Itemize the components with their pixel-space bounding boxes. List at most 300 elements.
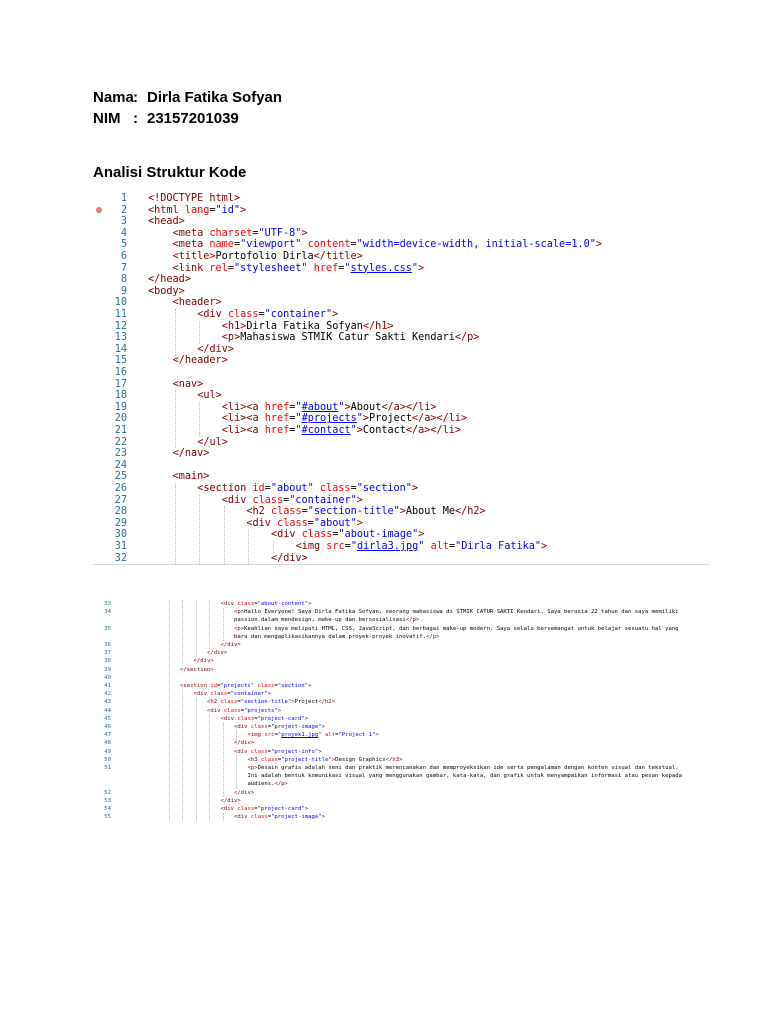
- code-line: [93, 228, 709, 240]
- code-text: [248, 764, 679, 772]
- code-text: [248, 756, 403, 764]
- indent-guide: [175, 309, 176, 355]
- line-number: 55: [104, 814, 111, 821]
- code-token: </a></li>: [381, 401, 437, 413]
- code-token: Dirla Fatika Sofyan: [246, 320, 363, 332]
- code-token: class: [210, 691, 228, 698]
- code-token: ": [295, 425, 302, 436]
- code-token: =: [237, 699, 241, 706]
- code-token: =: [338, 262, 345, 274]
- code-token: proyek1.jpg: [281, 732, 319, 739]
- code-token: >: [356, 425, 363, 436]
- code-token: =: [252, 227, 259, 239]
- code-token: ": [418, 541, 425, 552]
- code-token: "section": [356, 483, 412, 494]
- code-text: [173, 251, 363, 263]
- line-number: 51: [104, 765, 111, 771]
- line-number: 50: [104, 756, 111, 763]
- code-line: [93, 483, 709, 495]
- code-text: [234, 739, 254, 747]
- code-token: <nav>: [172, 378, 204, 390]
- code-text: [197, 483, 418, 495]
- code-token: <title>: [172, 251, 216, 262]
- code-token: dirla3.jpg: [356, 541, 419, 552]
- line-number: 20: [114, 413, 127, 425]
- line-number: 35: [104, 625, 111, 632]
- code-token: Desain grafis adalah seni dan praktik merencanakan dan memproyeksikan ide serta pengalaman dengan konten visual dan tekstual.: [257, 765, 679, 771]
- code-token: =: [289, 425, 296, 436]
- code-text: [194, 657, 214, 665]
- code-line: [93, 682, 709, 690]
- code-token: ": [318, 732, 322, 739]
- code-token: =: [267, 748, 272, 755]
- code-token: Mahasiswa STMIK Catur Sakti Kendari: [240, 332, 455, 344]
- code-line: [93, 748, 709, 756]
- line-number: 21: [114, 425, 127, 436]
- code-text: [221, 805, 309, 813]
- code-line: [93, 600, 709, 608]
- code-line: [93, 495, 709, 507]
- code-line: [93, 698, 709, 706]
- code-token: =: [350, 239, 357, 251]
- code-token: </a></li>: [411, 413, 468, 425]
- line-number: 42: [104, 691, 111, 698]
- code-token: <div: [207, 707, 224, 714]
- code-text: [197, 344, 234, 356]
- code-token: <div: [234, 724, 251, 730]
- code-token: <header>: [172, 297, 222, 309]
- code-token: </div>: [234, 740, 255, 747]
- code-token: </ul>: [197, 436, 228, 448]
- code-token: ": [277, 732, 282, 739]
- indent-guide: [236, 756, 237, 789]
- code-token: </p>: [425, 633, 440, 640]
- code-line: [93, 460, 709, 472]
- code-token: =: [227, 691, 231, 698]
- code-token: >: [399, 506, 406, 518]
- indent-guide: [209, 600, 210, 649]
- code-token: =: [217, 683, 221, 689]
- code-text: [197, 437, 228, 449]
- code-token: ": [411, 262, 418, 274]
- code-text: [221, 797, 241, 805]
- code-token: >: [418, 262, 425, 274]
- line-number: 27: [114, 494, 127, 506]
- code-token: </h2>: [454, 506, 486, 518]
- code-token: ": [295, 413, 302, 425]
- line-number: 10: [114, 297, 127, 309]
- code-token: =: [283, 494, 290, 506]
- code-text: [180, 682, 311, 690]
- name-separator: :: [133, 89, 138, 106]
- code-token: >: [267, 691, 271, 698]
- line-number: 40: [104, 674, 111, 681]
- indent-guide: [199, 321, 200, 344]
- code-token: >: [356, 517, 363, 529]
- code-token: Portofolio Dirla: [215, 251, 314, 262]
- code-token: name: [209, 239, 234, 251]
- line-number: 49: [104, 748, 111, 755]
- code-token: =: [240, 707, 245, 714]
- nim-separator: :: [133, 110, 138, 127]
- code-token: href: [264, 425, 290, 436]
- line-number: 12: [114, 320, 127, 332]
- code-line: [93, 205, 709, 217]
- code-line: [93, 448, 709, 460]
- indent-guide: [182, 690, 183, 821]
- nim-label: NIM: [93, 110, 121, 127]
- code-line: [93, 616, 709, 624]
- code-token: ": [338, 401, 345, 413]
- code-token: class: [313, 483, 351, 494]
- code-token: "container": [289, 494, 357, 506]
- code-token: =: [344, 541, 351, 552]
- code-token: </h2>: [318, 699, 336, 706]
- code-line: [93, 297, 709, 309]
- code-token: "about": [270, 483, 314, 494]
- line-number: 45: [104, 715, 111, 722]
- code-token: class: [237, 806, 255, 812]
- line-number: 54: [104, 806, 111, 812]
- code-line: [93, 332, 709, 344]
- indent-guide: [169, 600, 170, 821]
- code-text: [234, 633, 439, 641]
- code-token: >: [240, 204, 247, 216]
- code-text: [234, 625, 679, 633]
- code-token: About: [350, 401, 382, 413]
- line-number: 14: [114, 343, 127, 355]
- line-number: 47: [104, 732, 111, 739]
- code-token: "project-image": [271, 814, 322, 821]
- code-token: id: [210, 683, 218, 689]
- code-token: #about: [301, 401, 339, 413]
- code-token: </title>: [313, 251, 363, 262]
- code-line: [93, 263, 709, 275]
- code-line: [93, 813, 709, 821]
- code-token: >: [595, 239, 602, 251]
- code-text: [148, 216, 185, 228]
- student-nim-row: [93, 108, 282, 129]
- line-number: 52: [104, 789, 111, 796]
- code-text: [248, 731, 379, 739]
- code-token: "container": [230, 691, 268, 698]
- code-line: [93, 239, 709, 251]
- line-number: 24: [114, 459, 127, 471]
- line-number: 36: [104, 642, 111, 648]
- code-token: class: [270, 506, 302, 518]
- code-line: [93, 780, 709, 788]
- code-token: >: [541, 541, 548, 552]
- line-number: 32: [114, 552, 127, 564]
- code-token: >: [331, 756, 336, 763]
- code-token: <meta: [172, 227, 210, 239]
- code-token: ": [356, 413, 363, 425]
- line-number: 37: [104, 650, 111, 657]
- code-line: [93, 690, 709, 698]
- code-token: <li><a: [221, 425, 265, 436]
- code-token: class: [250, 724, 268, 730]
- code-line: [93, 633, 709, 641]
- code-line: [93, 506, 709, 518]
- code-token: <div: [193, 691, 211, 698]
- code-token: class: [260, 756, 278, 763]
- code-token: =: [274, 732, 278, 739]
- code-token: =: [332, 529, 339, 541]
- code-token: >: [308, 683, 312, 689]
- code-text: [173, 228, 308, 240]
- code-text: [221, 641, 241, 649]
- code-text: [197, 309, 338, 321]
- indent-guide: [199, 495, 200, 565]
- line-number: 5: [120, 239, 127, 251]
- code-token: =: [267, 814, 272, 821]
- nim-value: 23157201039: [147, 110, 239, 127]
- code-token: >: [356, 494, 363, 506]
- code-text: [173, 263, 425, 275]
- code-token: <li><a: [221, 401, 265, 413]
- code-line: [93, 355, 709, 367]
- code-token: </section>: [180, 666, 214, 673]
- code-token: #contact: [301, 425, 351, 436]
- code-token: "id": [215, 204, 241, 216]
- code-text: [222, 495, 363, 507]
- code-token: </div>: [193, 658, 214, 665]
- code-line: [93, 657, 709, 665]
- code-token: </head>: [148, 274, 191, 286]
- code-text: [221, 600, 312, 608]
- code-token: <head>: [148, 216, 185, 228]
- code-token: <div: [220, 715, 238, 722]
- indent-guide: [196, 698, 197, 821]
- code-line: [93, 772, 709, 780]
- indent-guide: [223, 813, 224, 821]
- code-token: "project-card": [257, 806, 305, 812]
- code-line: [93, 666, 709, 674]
- code-token: "section-title": [240, 699, 292, 706]
- code-token: class: [227, 309, 259, 320]
- code-line: [93, 425, 709, 437]
- code-line: [93, 625, 709, 633]
- indent-guide: [209, 715, 210, 822]
- code-token: </nav>: [172, 448, 210, 460]
- code-line: [93, 216, 709, 228]
- code-line: [93, 707, 709, 715]
- code-line: [93, 756, 709, 764]
- code-token: </div>: [220, 797, 241, 804]
- line-number: 48: [104, 740, 111, 747]
- code-token: "project-title": [281, 756, 332, 763]
- code-token: "Project 1": [338, 732, 376, 739]
- code-token: class: [220, 699, 238, 706]
- code-text: [173, 471, 210, 483]
- code-text: [234, 813, 325, 821]
- code-token: href: [264, 413, 290, 425]
- code-token: Project: [369, 413, 412, 425]
- code-text: [296, 541, 548, 553]
- code-token: <p>: [247, 765, 258, 771]
- code-token: "projects": [244, 707, 278, 714]
- line-number: 4: [120, 227, 127, 239]
- code-token: href: [264, 401, 290, 413]
- line-number: 26: [114, 483, 127, 494]
- code-text: [271, 553, 308, 565]
- line-number: 7: [120, 262, 127, 274]
- code-token: <link: [172, 262, 210, 274]
- code-token: >: [301, 227, 308, 239]
- code-text: [246, 518, 363, 530]
- indent-guide: [273, 541, 274, 553]
- indent-guide: [236, 731, 237, 739]
- code-token: <li><a: [221, 413, 265, 425]
- line-number: 17: [114, 378, 127, 390]
- code-token: =: [264, 483, 271, 494]
- code-token: >: [375, 732, 379, 739]
- code-token: </p>: [454, 332, 480, 344]
- code-token: =: [335, 732, 339, 739]
- code-token: <!DOCTYPE html>: [148, 193, 241, 204]
- code-token: =: [289, 401, 296, 413]
- code-token: id: [252, 483, 265, 494]
- code-token: class: [277, 517, 308, 529]
- code-token: rel: [209, 262, 228, 274]
- code-token: ": [350, 425, 357, 436]
- code-token: "stylesheet": [233, 262, 308, 274]
- code-token: passion dalam mendesign, make-up dan bersosialisasi: [234, 617, 406, 624]
- code-token: src: [326, 541, 345, 552]
- code-token: content: [301, 239, 351, 251]
- code-line: [93, 529, 709, 541]
- code-token: ": [295, 401, 302, 413]
- code-text: [197, 390, 222, 402]
- code-token: </div>: [220, 642, 241, 648]
- line-number: 11: [114, 309, 127, 320]
- code-token: =: [254, 601, 258, 607]
- code-text: [222, 332, 480, 344]
- code-text: [207, 649, 227, 657]
- code-token: </div>: [207, 650, 228, 657]
- code-token: </p>: [274, 781, 288, 788]
- code-token: class: [252, 494, 284, 506]
- code-line: [93, 274, 709, 286]
- line-number: 44: [104, 707, 111, 714]
- code-line: [93, 715, 709, 723]
- code-token: alt: [321, 732, 336, 739]
- line-number: 34: [104, 609, 111, 616]
- code-token: =: [254, 806, 258, 812]
- indent-guide: [199, 402, 200, 437]
- code-text: [234, 748, 322, 756]
- code-token: "UTF-8": [258, 227, 302, 239]
- code-token: <h2: [246, 506, 271, 518]
- code-token: <div: [246, 517, 278, 529]
- code-token: Project: [294, 699, 319, 706]
- line-number: 19: [114, 401, 127, 413]
- code-token: <ul>: [197, 390, 222, 402]
- code-text: [207, 707, 281, 715]
- line-number: 2: [120, 204, 127, 216]
- code-line: [93, 518, 709, 530]
- code-token: </a></li>: [405, 425, 462, 436]
- code-token: lang: [184, 204, 210, 216]
- code-line: [93, 193, 709, 205]
- code-token: >: [344, 401, 351, 413]
- code-token: ": [350, 541, 357, 552]
- code-token: >: [304, 806, 309, 812]
- name-label: Nama: [93, 89, 134, 106]
- code-token: <div: [197, 309, 228, 320]
- line-number: 41: [104, 683, 111, 689]
- code-token: "section": [277, 683, 309, 689]
- code-token: =: [254, 715, 258, 722]
- code-token: class: [254, 683, 275, 689]
- code-token: ": [344, 262, 351, 274]
- code-token: "projects": [220, 683, 255, 689]
- code-token: <h1>: [221, 320, 247, 332]
- code-line: [93, 797, 709, 805]
- code-text: [234, 616, 419, 624]
- indent-guide: [248, 529, 249, 564]
- code-token: >: [318, 748, 322, 755]
- code-token: >: [418, 529, 425, 541]
- code-text: [234, 723, 325, 731]
- code-token: >: [308, 601, 312, 607]
- line-number: 6: [120, 251, 127, 262]
- code-token: =: [267, 724, 272, 730]
- name-value: Dirla Fatika Sofyan: [147, 89, 283, 106]
- line-number: 28: [114, 506, 127, 518]
- code-token: =: [301, 506, 308, 518]
- code-token: <img: [247, 732, 265, 739]
- code-token: "viewport": [240, 239, 302, 251]
- code-line: [93, 608, 709, 616]
- code-text: [222, 321, 394, 333]
- code-token: <main>: [172, 471, 210, 483]
- code-text: [173, 239, 602, 251]
- line-number: 33: [104, 601, 111, 607]
- code-token: =: [227, 262, 234, 274]
- code-token: class: [237, 601, 255, 607]
- code-text: [222, 425, 461, 437]
- line-number: 31: [114, 541, 127, 552]
- code-line: [93, 413, 709, 425]
- code-token: "section-title": [307, 506, 400, 518]
- code-screenshot-2: [93, 598, 709, 836]
- indent-guide: [196, 600, 197, 657]
- code-line: [93, 789, 709, 797]
- code-token: class: [223, 707, 241, 714]
- code-token: <div: [234, 748, 251, 755]
- line-number: 8: [120, 274, 127, 286]
- line-number: 38: [104, 658, 111, 665]
- code-token: <img: [295, 541, 327, 552]
- code-text: [148, 274, 191, 286]
- code-token: =: [209, 204, 216, 216]
- code-text: [194, 690, 271, 698]
- code-token: href: [307, 262, 339, 274]
- line-number: 9: [120, 285, 127, 297]
- code-line: [93, 367, 709, 379]
- code-token: <p>: [234, 609, 245, 616]
- code-token: Ini adalah bentuk komunikasi visual yang menggunakan gambar, kata-kata, dan grafik untuk menyampaikan informasi atau pesan kepada: [247, 773, 682, 780]
- code-text: [180, 666, 214, 674]
- code-line: [93, 731, 709, 739]
- code-line: [93, 641, 709, 649]
- code-token: >: [291, 699, 295, 706]
- code-line: [93, 674, 709, 682]
- code-line: [93, 321, 709, 333]
- code-token: <section: [180, 683, 211, 689]
- code-token: =: [350, 483, 357, 494]
